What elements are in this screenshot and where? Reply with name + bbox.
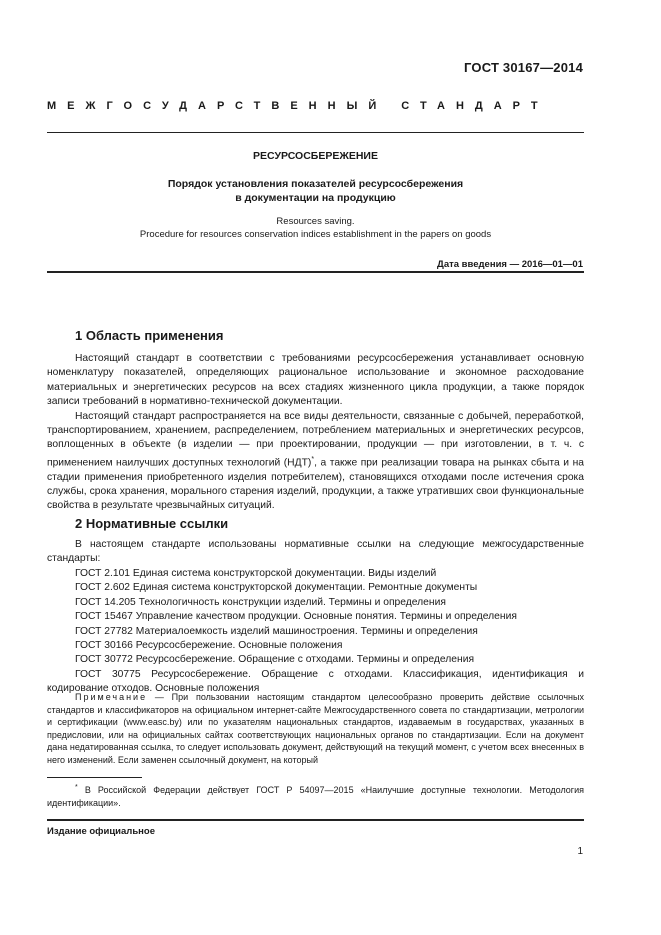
header-divider — [47, 132, 584, 133]
note-text: — При пользовании настоящим стандартом целесообразно проверить действие ссылочных стандартов и классификаторов на официальном интернет-сайте Межгосударственного совета по стандартизации, метрологии и сертификации (www.easc.by) или по указателям национальных стандартов, издаваемым в государствах, указанных в предисловии, или на официальных сайтах соответствующих национальных органов по стандартизации. Если на документ дана недатированная ссылка, то следует использовать документ, действующий на текущий момент, с учетом всех внесенных в него изменений. Если заменен ссылочный документ, на который — [47, 692, 584, 765]
note-label: Примечание — [75, 692, 148, 702]
section-1-heading: 1 Область применения — [75, 328, 224, 343]
references-note — [47, 691, 584, 767]
subtitle-line-2: в документации на продукцию — [235, 192, 396, 204]
paragraph-2-text-end: , а также при реализации товара на рынках сбыта и на стадии применения приобретенного изделия потребителем), становящихся отходами после истечения срока службы, срока хранения, морального старения изделий, продукции, а также утративших свои функциональные свойства в результате чрезвычайных ситуаций. — [47, 457, 585, 512]
paragraph-2-text-start: Настоящий стандарт распространяется на все виды деятельности, связанные с добычей, переработкой, транспортированием, хранением, распределением, потреблением материальных и энергетических ресурсов, воплощенных в объекте (в изделии — при проектировании, продукции — при изготовлении, в т. ч. с применением наилучших доступных технологий (НДТ) — [47, 410, 584, 469]
reference-item: ГОСТ 30772 Ресурсосбережение. Обращение с отходами. Термины и определения — [75, 654, 475, 666]
official-edition-label: Издание официальное — [47, 826, 155, 837]
footnote — [47, 781, 584, 810]
introduction-date: Дата введения — 2016—01—01 — [437, 259, 583, 270]
english-title — [47, 215, 584, 241]
reference-item: ГОСТ 27782 Материалоемкость изделий машиностроения. Термины и определения — [75, 625, 478, 637]
subtitle-line-1: Порядок установления показателей ресурсосбережения — [167, 178, 464, 190]
section-2-heading: 2 Нормативные ссылки — [75, 516, 229, 531]
page-number: 1 — [577, 846, 583, 857]
standard-code: ГОСТ 30167—2014 — [464, 60, 583, 75]
reference-item-last: ГОСТ 30775 Ресурсосбережение. Обращение с отходами. Классификация, идентификация и кодирование отходов. Основные положения — [47, 668, 584, 695]
footer-divider — [47, 819, 584, 821]
section-2-intro-text: В настоящем стандарте использованы нормативные ссылки на следующие межгосударственные стандарты: — [47, 539, 584, 565]
interstate-standard-banner: МЕЖГОСУДАРСТВЕННЫЙ СТАНДАРТ — [47, 100, 549, 112]
footnote-divider — [47, 777, 142, 778]
footnote-text: В Российской Федерации действует ГОСТ Р 54097—2015 «Наилучшие доступные технологии. Методология идентификации». — [47, 785, 584, 808]
section-1-paragraph-2 — [47, 410, 584, 514]
note-paragraph — [47, 691, 584, 767]
reference-item: ГОСТ 15467 Управление качеством продукции. Основные понятия. Термины и определения — [75, 611, 517, 623]
normative-references-list — [47, 567, 584, 697]
footnote-mark: * — [75, 784, 78, 791]
document-title: РЕСУРСОСБЕРЕЖЕНИЕ — [253, 150, 378, 162]
document-subtitle — [47, 177, 584, 205]
date-divider — [47, 271, 584, 273]
reference-item: ГОСТ 2.602 Единая система конструкторской документации. Ремонтные документы — [75, 582, 478, 594]
footnote-paragraph — [47, 781, 584, 810]
reference-item: ГОСТ 2.101 Единая система конструкторской документации. Виды изделий — [75, 568, 437, 579]
section-1-paragraph-1: Настоящий стандарт в соответствии с требованиями ресурсосбережения устанавливает основную номенклатуру показателей, определяющих рациональное использование и экономное расходование материальных и энергетических ресурсов на всех стадиях жизненного цикла продукции, а также порядок записи требований в нормативно-технической документации. — [47, 353, 584, 408]
english-title-line-1: Resources saving. — [276, 216, 355, 227]
footnote-marker: * — [311, 455, 315, 463]
reference-item: ГОСТ 14.205 Технологичность конструкции изделий. Термины и определения — [75, 596, 446, 608]
section-2-intro — [47, 538, 584, 567]
section-1-body — [47, 352, 584, 514]
english-title-line-2: Procedure for resources conservation indices establishment in the papers on goods — [139, 229, 492, 240]
reference-item: ГОСТ 30166 Ресурсосбережение. Основные положения — [75, 640, 343, 652]
